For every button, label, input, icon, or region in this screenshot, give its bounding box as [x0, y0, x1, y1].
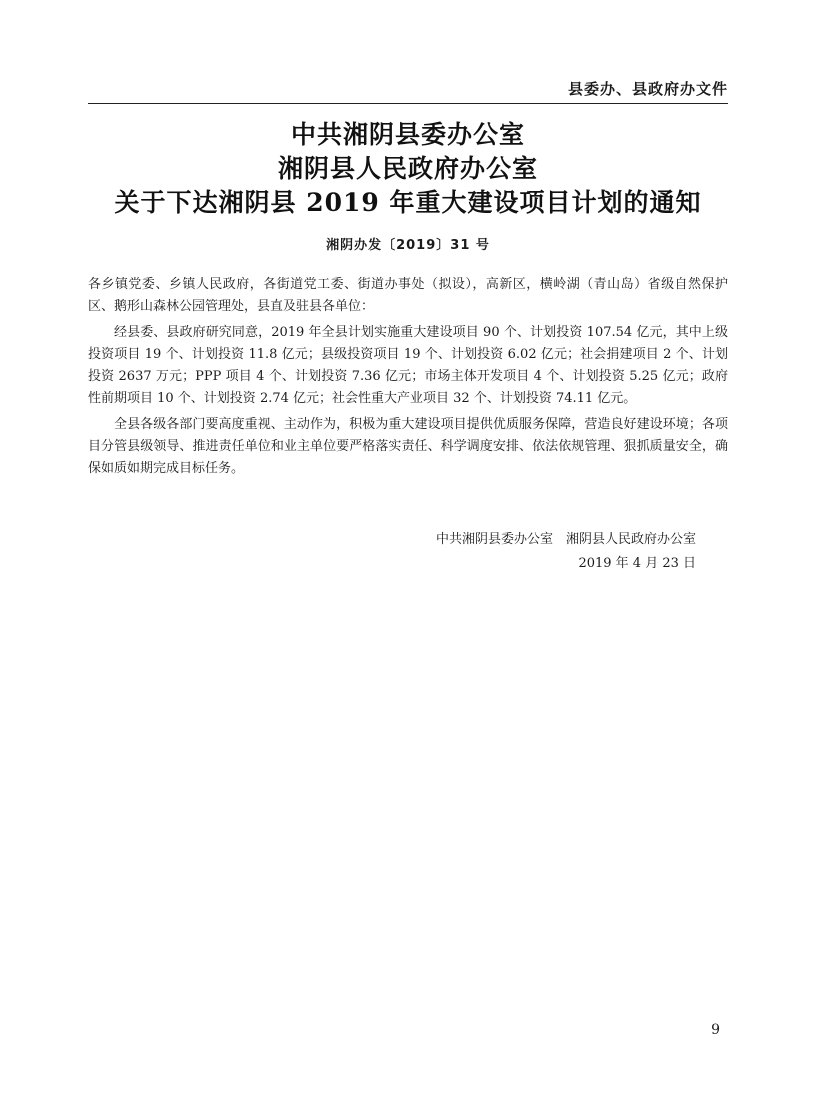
signature-issuers: 中共湘阴县委办公室 湘阴县人民政府办公室	[435, 532, 696, 547]
signature-block	[436, 528, 696, 576]
body-paragraph-2: 全县各级各部门要高度重视、主动作为，积极为重大建设项目提供优质服务保障，营造良好建设环境；各项目分管县级领导、推进责任单位和业主单位要严格落实责任、科学调度安排、依法依规管理、狠抓质量安全，确保如质如期完成目标任务。	[88, 417, 728, 476]
title-line-3: 关于下达湘阴县 2019 年重大建设项目计划的通知	[114, 188, 702, 217]
signature-date: 2019 年 4 月 23 日	[578, 556, 696, 571]
document-number: 湘阴办发〔2019〕31 号	[326, 238, 490, 253]
page-number: 9	[711, 1022, 720, 1038]
body-paragraph-1: 经县委、县政府研究同意，2019 年全县计划实施重大建设项目 90 个、计划投资 107.54 亿元，其中上级投资项目 19 个、计划投资 11.8 亿元；县级投资项目 19 个、计划投资 6.02 亿元；社会捐建项目 2 个、计划投资 2637 万元；PPP 项目 4 个、计划投资 7.36 亿元；市场主体开发项目 4 个、计划投资 5.25 亿元；政府性前期项目 10 个、计划投资 2.74 亿元；社会性重大产业项目 32 个、计划投资 74.11 亿元。	[88, 325, 728, 406]
header-divider	[88, 103, 728, 104]
document-body	[88, 274, 728, 484]
document-title	[88, 118, 728, 220]
section-header-label: 县委办、县政府办文件	[567, 80, 728, 98]
title-line-2: 湘阴县人民政府办公室	[277, 154, 538, 183]
title-line-1: 中共湘阴县委办公室	[290, 120, 525, 149]
addressees: 各乡镇党委、乡镇人民政府，各街道党工委、街道办事处（拟设），高新区，横岭湖（青山岛）省级自然保护区、鹅形山森林公园管理处，县直及驻县各单位：	[88, 277, 728, 314]
